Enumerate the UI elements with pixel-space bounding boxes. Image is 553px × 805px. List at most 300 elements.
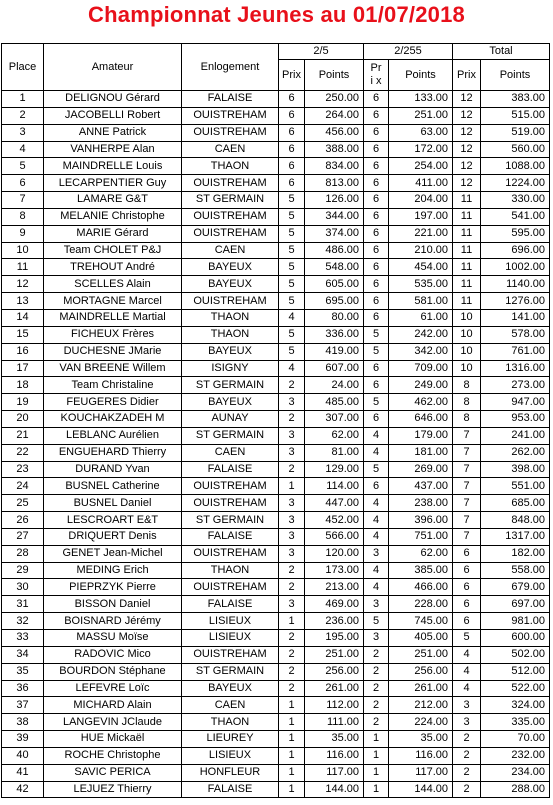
prix-total-cell: 8 [453,377,481,394]
prix-total-cell: 10 [453,360,481,377]
prix-2-255-cell: 1 [364,781,389,798]
points-total-cell: 241.00 [481,427,550,444]
points-2-255-cell: 251.00 [389,107,453,124]
prix-2-255-cell: 5 [364,326,389,343]
table-row [2,495,550,512]
page-title: Championnat Jeunes au 01/07/2018 [88,2,465,27]
header-group-total: Total [453,44,550,60]
enlogement-cell: OUISTREHAM [182,545,279,562]
table-row [2,545,550,562]
points-total-cell: 522.00 [481,680,550,697]
enlogement-cell: LISIEUX [182,613,279,630]
points-2-5-cell: 80.00 [305,309,364,326]
points-2-5-cell: 120.00 [305,545,364,562]
prix-2-5-cell: 2 [279,680,305,697]
prix-2-5-cell: 3 [279,444,305,461]
table-row [2,360,550,377]
points-2-5-cell: 251.00 [305,646,364,663]
prix-2-5-cell: 4 [279,309,305,326]
prix-2-5-cell: 1 [279,613,305,630]
points-2-255-cell: 62.00 [389,545,453,562]
enlogement-cell: FALAISE [182,596,279,613]
table-row [2,613,550,630]
header-group-2-255: 2/255 [364,44,453,60]
place-cell: 41 [2,764,44,781]
points-total-cell: 1317.00 [481,528,550,545]
prix-2-255-cell: 6 [364,158,389,175]
table-row [2,427,550,444]
enlogement-cell: OUISTREHAM [182,225,279,242]
points-2-5-cell: 126.00 [305,192,364,209]
points-total-cell: 1224.00 [481,175,550,192]
prix-total-cell: 12 [453,158,481,175]
prix-total-cell: 2 [453,781,481,798]
amateur-cell: DRIQUERT Denis [44,528,182,545]
points-total-cell: 595.00 [481,225,550,242]
place-cell: 28 [2,545,44,562]
points-2-255-cell: 35.00 [389,731,453,748]
points-total-cell: 398.00 [481,461,550,478]
table-row [2,158,550,175]
amateur-cell: MEDING Erich [44,562,182,579]
prix-2-255-cell: 4 [364,562,389,579]
header-points-3: Points [481,60,550,91]
amateur-cell: JACOBELLI Robert [44,107,182,124]
amateur-cell: MICHARD Alain [44,697,182,714]
prix-total-cell: 12 [453,141,481,158]
prix-2-5-cell: 3 [279,427,305,444]
prix-total-cell: 2 [453,747,481,764]
amateur-cell: DUCHESNE JMarie [44,343,182,360]
prix-total-cell: 7 [453,427,481,444]
points-2-255-cell: 462.00 [389,394,453,411]
header-enlogement: Enlogement [182,44,279,91]
prix-2-255-cell: 6 [364,377,389,394]
points-2-5-cell: 336.00 [305,326,364,343]
prix-total-cell: 8 [453,394,481,411]
place-cell: 35 [2,663,44,680]
header-points-1: Points [305,60,364,91]
prix-2-5-cell: 5 [279,192,305,209]
place-cell: 4 [2,141,44,158]
points-total-cell: 560.00 [481,141,550,158]
place-cell: 3 [2,124,44,141]
prix-2-5-cell: 4 [279,360,305,377]
prix-2-5-cell: 3 [279,394,305,411]
amateur-cell: MELANIE Christophe [44,208,182,225]
prix-2-5-cell: 5 [279,259,305,276]
points-2-255-cell: 646.00 [389,411,453,428]
enlogement-cell: FALAISE [182,781,279,798]
enlogement-cell: OUISTREHAM [182,478,279,495]
points-2-255-cell: 466.00 [389,579,453,596]
enlogement-cell: BAYEUX [182,680,279,697]
prix-total-cell: 11 [453,242,481,259]
prix-2-5-cell: 2 [279,579,305,596]
prix-total-cell: 6 [453,545,481,562]
points-total-cell: 70.00 [481,731,550,748]
enlogement-cell: THAON [182,714,279,731]
table-row [2,731,550,748]
enlogement-cell: OUISTREHAM [182,579,279,596]
points-total-cell: 234.00 [481,764,550,781]
place-cell: 24 [2,478,44,495]
prix-total-cell: 12 [453,107,481,124]
points-2-255-cell: 745.00 [389,613,453,630]
place-cell: 14 [2,309,44,326]
enlogement-cell: OUISTREHAM [182,293,279,310]
points-total-cell: 578.00 [481,326,550,343]
points-total-cell: 262.00 [481,444,550,461]
points-2-255-cell: 221.00 [389,225,453,242]
enlogement-cell: CAEN [182,697,279,714]
prix-total-cell: 6 [453,613,481,630]
enlogement-cell: OUISTREHAM [182,124,279,141]
place-cell: 9 [2,225,44,242]
table-row [2,242,550,259]
prix-total-cell: 12 [453,175,481,192]
points-total-cell: 383.00 [481,91,550,108]
amateur-cell: BUSNEL Catherine [44,478,182,495]
points-2-5-cell: 834.00 [305,158,364,175]
points-2-255-cell: 269.00 [389,461,453,478]
points-total-cell: 1316.00 [481,360,550,377]
place-cell: 23 [2,461,44,478]
place-cell: 38 [2,714,44,731]
table-row [2,478,550,495]
points-2-5-cell: 607.00 [305,360,364,377]
points-total-cell: 696.00 [481,242,550,259]
enlogement-cell: BAYEUX [182,276,279,293]
points-2-5-cell: 117.00 [305,764,364,781]
prix-2-5-cell: 6 [279,175,305,192]
enlogement-cell: CAEN [182,141,279,158]
prix-2-255-cell: 3 [364,545,389,562]
prix-2-5-cell: 3 [279,596,305,613]
prix-2-255-cell: 5 [364,343,389,360]
table-row [2,630,550,647]
points-2-5-cell: 566.00 [305,528,364,545]
place-cell: 7 [2,192,44,209]
prix-2-255-cell: 3 [364,596,389,613]
table-row [2,512,550,529]
points-2-255-cell: 256.00 [389,663,453,680]
points-2-255-cell: 261.00 [389,680,453,697]
prix-2-255-cell: 4 [364,427,389,444]
place-cell: 18 [2,377,44,394]
table-row [2,764,550,781]
amateur-cell: MORTAGNE Marcel [44,293,182,310]
points-2-255-cell: 212.00 [389,697,453,714]
prix-2-255-cell: 6 [364,175,389,192]
amateur-cell: DURAND Yvan [44,461,182,478]
amateur-cell: SCELLES Alain [44,276,182,293]
points-total-cell: 141.00 [481,309,550,326]
points-total-cell: 232.00 [481,747,550,764]
points-2-255-cell: 385.00 [389,562,453,579]
points-2-255-cell: 172.00 [389,141,453,158]
points-2-255-cell: 411.00 [389,175,453,192]
amateur-cell: TREHOUT André [44,259,182,276]
prix-total-cell: 5 [453,630,481,647]
enlogement-cell: OUISTREHAM [182,175,279,192]
prix-total-cell: 12 [453,124,481,141]
points-2-5-cell: 548.00 [305,259,364,276]
place-cell: 10 [2,242,44,259]
amateur-cell: MARIE Gérard [44,225,182,242]
prix-2-5-cell: 2 [279,663,305,680]
prix-2-5-cell: 6 [279,124,305,141]
prix-2-255-cell: 4 [364,528,389,545]
amateur-cell: ANNE Patrick [44,124,182,141]
prix-2-5-cell: 3 [279,528,305,545]
points-2-5-cell: 35.00 [305,731,364,748]
points-2-255-cell: 251.00 [389,646,453,663]
enlogement-cell: ST GERMAIN [182,377,279,394]
prix-2-255-cell: 6 [364,293,389,310]
table-row [2,326,550,343]
points-total-cell: 1140.00 [481,276,550,293]
amateur-cell: BOURDON Stéphane [44,663,182,680]
prix-2-255-cell: 2 [364,680,389,697]
enlogement-cell: BAYEUX [182,394,279,411]
table-row [2,276,550,293]
prix-2-255-cell: 6 [364,309,389,326]
place-cell: 37 [2,697,44,714]
prix-2-5-cell: 6 [279,158,305,175]
points-2-5-cell: 144.00 [305,781,364,798]
amateur-cell: ENGUEHARD Thierry [44,444,182,461]
points-total-cell: 1088.00 [481,158,550,175]
prix-2-5-cell: 2 [279,562,305,579]
table-row [2,208,550,225]
amateur-cell: LESCROART E&T [44,512,182,529]
points-2-255-cell: 249.00 [389,377,453,394]
amateur-cell: PIEPRZYK Pierre [44,579,182,596]
prix-2-5-cell: 6 [279,107,305,124]
points-2-255-cell: 709.00 [389,360,453,377]
points-2-5-cell: 112.00 [305,697,364,714]
points-total-cell: 697.00 [481,596,550,613]
points-2-5-cell: 485.00 [305,394,364,411]
points-total-cell: 502.00 [481,646,550,663]
enlogement-cell: FALAISE [182,528,279,545]
prix-2-5-cell: 3 [279,512,305,529]
prix-2-255-cell: 6 [364,242,389,259]
prix-total-cell: 6 [453,562,481,579]
table-row [2,714,550,731]
prix-2-5-cell: 6 [279,141,305,158]
amateur-cell: LANGEVIN JClaude [44,714,182,731]
enlogement-cell: OUISTREHAM [182,208,279,225]
prix-2-5-cell: 1 [279,731,305,748]
points-total-cell: 947.00 [481,394,550,411]
table-row [2,663,550,680]
prix-total-cell: 8 [453,411,481,428]
table-row [2,107,550,124]
points-2-5-cell: 469.00 [305,596,364,613]
header-prix-3: Prix [453,60,481,91]
enlogement-cell: BAYEUX [182,343,279,360]
prix-2-5-cell: 1 [279,697,305,714]
points-total-cell: 330.00 [481,192,550,209]
prix-total-cell: 12 [453,91,481,108]
points-2-255-cell: 228.00 [389,596,453,613]
place-cell: 13 [2,293,44,310]
prix-2-255-cell: 5 [364,613,389,630]
prix-total-cell: 7 [453,528,481,545]
points-2-5-cell: 264.00 [305,107,364,124]
prix-total-cell: 3 [453,714,481,731]
points-total-cell: 848.00 [481,512,550,529]
prix-2-5-cell: 5 [279,225,305,242]
prix-2-5-cell: 5 [279,326,305,343]
header-points-2: Points [389,60,453,91]
amateur-cell: HUE Mickaël [44,731,182,748]
points-total-cell: 515.00 [481,107,550,124]
prix-2-255-cell: 1 [364,764,389,781]
enlogement-cell: THAON [182,158,279,175]
prix-2-255-cell: 2 [364,646,389,663]
header-amateur: Amateur [44,44,182,91]
enlogement-cell: ISIGNY [182,360,279,377]
prix-total-cell: 2 [453,731,481,748]
table-row [2,411,550,428]
place-cell: 5 [2,158,44,175]
place-cell: 2 [2,107,44,124]
points-2-255-cell: 405.00 [389,630,453,647]
points-2-255-cell: 117.00 [389,764,453,781]
prix-2-255-cell: 2 [364,714,389,731]
prix-total-cell: 7 [453,512,481,529]
place-cell: 1 [2,91,44,108]
prix-total-cell: 11 [453,225,481,242]
place-cell: 22 [2,444,44,461]
prix-2-5-cell: 5 [279,208,305,225]
points-2-5-cell: 419.00 [305,343,364,360]
points-total-cell: 600.00 [481,630,550,647]
points-2-5-cell: 388.00 [305,141,364,158]
place-cell: 16 [2,343,44,360]
points-total-cell: 761.00 [481,343,550,360]
table-row [2,192,550,209]
amateur-cell: FEUGERES Didier [44,394,182,411]
place-cell: 39 [2,731,44,748]
prix-2-5-cell: 1 [279,781,305,798]
prix-2-5-cell: 6 [279,91,305,108]
place-cell: 17 [2,360,44,377]
amateur-cell: LAMARE G&T [44,192,182,209]
points-2-255-cell: 342.00 [389,343,453,360]
points-2-255-cell: 210.00 [389,242,453,259]
header-prix-1: Prix [279,60,305,91]
points-2-255-cell: 437.00 [389,478,453,495]
points-2-5-cell: 256.00 [305,663,364,680]
enlogement-cell: OUISTREHAM [182,495,279,512]
prix-2-255-cell: 6 [364,276,389,293]
prix-2-255-cell: 6 [364,192,389,209]
prix-total-cell: 10 [453,326,481,343]
points-2-5-cell: 813.00 [305,175,364,192]
table-row [2,596,550,613]
prix-2-5-cell: 5 [279,276,305,293]
amateur-cell: Team Christaline [44,377,182,394]
enlogement-cell: THAON [182,562,279,579]
place-cell: 25 [2,495,44,512]
place-cell: 32 [2,613,44,630]
prix-total-cell: 6 [453,596,481,613]
points-2-255-cell: 144.00 [389,781,453,798]
amateur-cell: Team CHOLET P&J [44,242,182,259]
prix-2-255-cell: 6 [364,141,389,158]
table-row [2,394,550,411]
amateur-cell: VAN BREENE Willem [44,360,182,377]
prix-2-5-cell: 2 [279,377,305,394]
prix-total-cell: 7 [453,478,481,495]
points-2-255-cell: 116.00 [389,747,453,764]
table-row [2,444,550,461]
place-cell: 40 [2,747,44,764]
header-group-2-5: 2/5 [279,44,364,60]
enlogement-cell: ST GERMAIN [182,663,279,680]
enlogement-cell: ST GERMAIN [182,512,279,529]
points-total-cell: 953.00 [481,411,550,428]
points-2-5-cell: 250.00 [305,91,364,108]
points-total-cell: 512.00 [481,663,550,680]
points-total-cell: 273.00 [481,377,550,394]
place-cell: 31 [2,596,44,613]
points-2-5-cell: 486.00 [305,242,364,259]
ranking-table-body [2,91,550,798]
place-cell: 21 [2,427,44,444]
prix-total-cell: 11 [453,192,481,209]
points-2-5-cell: 173.00 [305,562,364,579]
points-total-cell: 981.00 [481,613,550,630]
table-row [2,377,550,394]
place-cell: 12 [2,276,44,293]
prix-total-cell: 11 [453,293,481,310]
points-2-255-cell: 204.00 [389,192,453,209]
prix-2-5-cell: 1 [279,478,305,495]
table-row [2,175,550,192]
prix-total-cell: 10 [453,343,481,360]
header-place: Place [2,44,44,91]
table-row [2,781,550,798]
prix-2-255-cell: 6 [364,208,389,225]
prix-2-255-cell: 5 [364,394,389,411]
prix-2-5-cell: 2 [279,411,305,428]
points-2-5-cell: 261.00 [305,680,364,697]
table-row [2,124,550,141]
enlogement-cell: ST GERMAIN [182,427,279,444]
prix-2-5-cell: 1 [279,714,305,731]
enlogement-cell: LIEUREY [182,731,279,748]
prix-2-255-cell: 3 [364,630,389,647]
prix-2-255-cell: 4 [364,444,389,461]
place-cell: 36 [2,680,44,697]
points-2-255-cell: 396.00 [389,512,453,529]
prix-total-cell: 11 [453,208,481,225]
points-2-5-cell: 24.00 [305,377,364,394]
prix-2-255-cell: 1 [364,731,389,748]
place-cell: 33 [2,630,44,647]
place-cell: 26 [2,512,44,529]
amateur-cell: LEBLANC Aurélien [44,427,182,444]
points-2-255-cell: 197.00 [389,208,453,225]
place-cell: 19 [2,394,44,411]
enlogement-cell: CAEN [182,242,279,259]
prix-2-5-cell: 5 [279,293,305,310]
